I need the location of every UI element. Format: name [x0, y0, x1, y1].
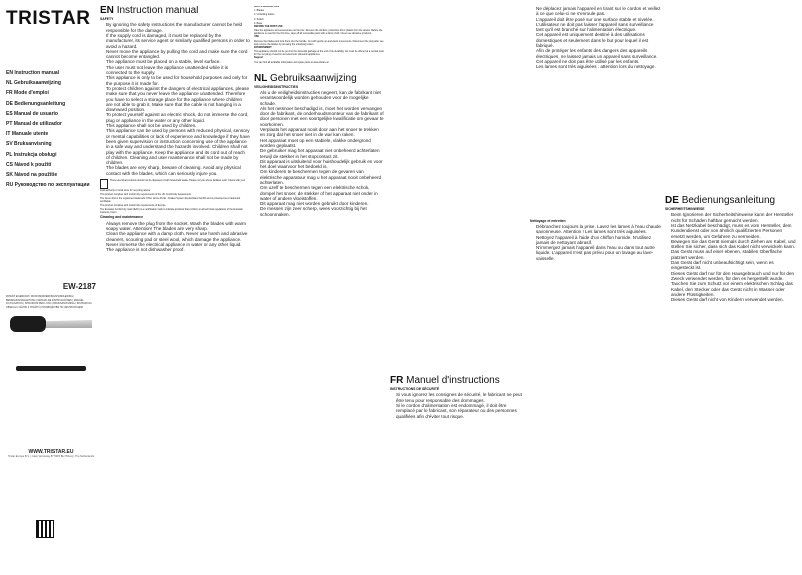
environment-heading: ENVIRONMENT — [254, 45, 272, 49]
use-text: Remove the blades and lock them into the handle. Cut with gentle up-and-down movements. Disconnect the plug after use and remove the blades by pressing the unlocking button. — [254, 39, 384, 46]
recycle-bin-icon — [100, 179, 108, 189]
note-item: This product complies with conformity requirements of the UK Conformity Assessment. — [100, 193, 192, 197]
list-item: • Les lames sont très aiguisées : attention lors du nettoyage. — [536, 64, 662, 69]
list-item: 1. Blades — [254, 9, 264, 13]
before-text: Take the appliance and accessories out the box. Remove the stickers, protective foil or plastic from the device. Before the appliance is used for the first time, wipe off all removable parts with a damp cloth. Never use abrasive products. — [254, 29, 383, 36]
address-footer: Tristar Europe B.V. | Jules Verneweg 87 5015 BH Tilburg | The Netherlands — [7, 455, 95, 459]
fr-cleaning-list — [530, 224, 662, 261]
list-item: • Never immerse the electrical appliance in water or any other liquid. The appliance is not dishwasher proof. — [106, 242, 250, 253]
list-item: • This appliance can be used by persons with reduced physical, sensory or mental capabilities or lack of experience and knowledge if they have been given supervision or instruction concerning use of the appliance in a safe way and understand the hazards involved. Children shall not play with the appliance. Keep the appliance and its cord out of reach of children. Cleaning and user maintenance shall not be made by children. — [106, 128, 250, 165]
list-item: • Dit apparaat is uitsluitend voor huishoudelijk gebruik en voor het doel waarvoor het bedoeld is. — [260, 159, 384, 170]
language-item[interactable]: SV Bruksanvisning — [6, 141, 52, 148]
list-item: • Het apparaat moet op een stabiele, vlakke ondergrond worden geplaatst. — [260, 138, 384, 149]
model-number: EW-2187 — [62, 282, 96, 292]
list-item: • L'appareil doit être posé sur une surface stable et nivelée. — [536, 17, 662, 22]
list-item: • If the supply cord is damaged, it must be replaced by the manufacturer, its service agent or similarly qualified persons in order to avoid a hazard. — [106, 33, 250, 49]
qr-code-icon — [36, 520, 54, 538]
knife-image — [10, 306, 92, 346]
list-item: • Never move the appliance by pulling the cord and make sure the cord cannot become entangled. — [106, 49, 250, 60]
language-item[interactable]: PL Instrukcja obsługi — [6, 151, 57, 158]
language-item[interactable]: FR Mode d'emploi — [6, 90, 49, 97]
fr-column — [390, 6, 525, 419]
list-item: • Afin de protéger les enfants des dangers des appareils électriques, ne laissez jamais un appareil sans surveillance. — [536, 48, 662, 59]
list-item: • Si vous ignorez les consignes de sécurité, le fabricant ne peut être tenu pour responsable des dommages. — [396, 392, 525, 403]
list-item: • Om uzelf te beschermen tegen een elektrische schok, dompel het snoer, de stekker of het apparaat niet onder in water of andere vloeistoffen. — [260, 185, 384, 201]
list-item: • The appliance must be placed on a stable, level surface. — [106, 59, 250, 64]
support-text: You can find all available information and spare parts at www.tristar.eu! — [254, 60, 329, 64]
fr-safety-heading: INSTRUCTIONS DE SÉCURITÉ — [390, 387, 440, 391]
list-item: • This appliance shall not be used by children. — [106, 123, 250, 128]
language-item[interactable]: DE Bedienungsanleitung — [6, 100, 66, 107]
en-safety-list — [100, 22, 250, 176]
language-item[interactable]: SK Návod na použitie — [6, 172, 58, 179]
en-cleaning-heading: Cleaning and maintenance — [100, 215, 143, 220]
website-link[interactable]: WWW.TRISTAR.EU — [28, 449, 74, 456]
list-item: 4. Base — [254, 21, 263, 25]
language-item[interactable]: EN Instruction manual — [6, 70, 60, 76]
fork-image — [10, 356, 92, 386]
note-item: These electrical products should not be disposed of with household waste. Please recycle where facilities exist. Check with your local authority or local store for recycling advice. — [100, 179, 246, 193]
de-safety-list — [665, 212, 797, 302]
list-item: • Verplaats het apparaat nooit door aan het snoer te trekken en zorg dat het snoer niet in de war kan raken. — [260, 127, 384, 138]
blade-shape — [46, 320, 92, 328]
list-item: • Clean the appliance with a damp cloth. Never use harsh and abrasive cleaners, scouring pad or steel wool, which damage the appliance. — [106, 231, 250, 242]
en-column — [100, 6, 250, 253]
list-item: • Bewegen Sie das Gerät niemals durch Ziehen am Kabel, und stellen Sie sicher, dass sich das Kabel nicht verwickeln kann. — [671, 239, 797, 250]
list-item: 2. Unlocking button — [254, 13, 275, 17]
list-item: • Als u de veiligheidsinstructies negeert, kan de fabrikant niet verantwoordelijk worden gehouden voor de mogelijke schade. — [260, 90, 384, 106]
use-heading: USE — [254, 35, 259, 39]
list-item: • Dieses Gerät darf nicht von Kindern verwendet werden. — [671, 297, 797, 302]
list-item: • Das Gerät darf nicht unbeaufsichtigt sein, wenn es eingesteckt ist. — [671, 260, 797, 271]
list-item: • De messen zijn zeer scherp, wees voorzichtig bij het schoonmaken. — [260, 206, 384, 217]
de-title: DE Bedienungsanleitung — [665, 195, 776, 206]
list-item: • Das Gerät muss auf einer ebenen, stabilen Oberfläche platziert werden. — [671, 249, 797, 260]
list-item: • Ne déplacez jamais l'appareil en tirant sur le cordon et veillez à ce que celui-ci ne s'enroule pas. — [536, 6, 662, 17]
list-item: • Débranchez toujours la prise. Lavez les lames à l'eau chaude savonneuse. Attention ! Les lames sont très aiguisées. — [536, 224, 662, 235]
list-item: • This appliance is only to be used for household purposes and only for the purpose it is made for. — [106, 75, 250, 86]
fr-cleaning-heading: Nettoyage et entretien — [530, 218, 566, 223]
list-item: • To protect children against the dangers of electrical appliances, please make sure that you never leave the appliance unattended. Therefore you have to select a storage place for the appliance where children are not able to grab it. Make sure that the cable is not hanging in a downward position. — [106, 86, 250, 112]
parts-nl-column — [254, 6, 384, 217]
list-item: • To protect yourself against an electric shock, do not immerse the cord, plug or appliance in the water or any other liquid. — [106, 112, 250, 123]
note-item: The Green Dot is the registered trademark of Der Grüne Punkt - Duales System Deutschland GmbH and is protected as a trademark worldwide. — [100, 197, 241, 204]
list-item: • Always remove the plug from the socket. Wash the blades with warm soapy water. Attention! The blades are very sharp. — [106, 221, 250, 232]
nl-safety-list — [254, 90, 384, 217]
list-item: • The user must not leave the appliance unattended while it is connected to the supply. — [106, 65, 250, 76]
de-safety-heading: SICHERHEITSHINWEISE — [665, 207, 705, 211]
list-item: • The blades are very sharp, beware of cleaning. Avoid any physical contact with the blades, which can seriously injure you. — [106, 165, 250, 176]
manual-list: PATENT EIGENDOM / DOOD BEWOERKINGSHANDLEIDING | BEDIENUNGSANLEITUNG | MANUAL DE INSTRUCCIONES | MANUEL D'UTILISATION | ISTRUZIONI PER L'USO | BRUKSANVISNING | INSTRUKCJA OBSŁUGI | NÁVOD K POUŽITÍ | РУКОВОДСТВО ПО ЭКСПЛУАТАЦИИ — [6, 295, 92, 309]
language-list — [6, 68, 96, 190]
fork-shape — [16, 366, 86, 371]
en-notes — [100, 179, 250, 214]
note-item: The Eurasian Conformity mark (EAC) is a certification mark to indicate products that conform to all technical regulations of the Eurasian Customs Union. — [100, 208, 243, 215]
fr-safety-list — [390, 392, 525, 418]
before-heading: BEFORE THE FIRST USE — [254, 24, 283, 28]
language-item[interactable]: RU Руководство по эксплуатации — [6, 182, 90, 189]
list-item: 3. Switch — [254, 17, 264, 21]
language-item[interactable]: PT Manual de utilizador — [6, 121, 62, 128]
en-title: EN Instruction manual — [100, 6, 199, 16]
parts-section — [254, 6, 384, 64]
handle-shape — [10, 316, 46, 332]
fr-title: FR Manuel d'instructions — [390, 375, 500, 386]
language-item[interactable]: NL Gebruiksaanwijzing — [6, 80, 61, 87]
de-column — [665, 6, 797, 302]
list-item: • Beim Ignorieren der Sicherheitshinweise kann der Hersteller nicht für Schäden haftbar gemacht werden. — [671, 212, 797, 223]
language-item[interactable]: CS Návod k použití — [6, 161, 52, 168]
fr-continued-column — [530, 6, 662, 261]
nl-title: NL Gebruiksaanwijzing — [254, 72, 357, 84]
parts-heading: PARTS DESCRIPTION — [254, 6, 279, 8]
nl-safety-heading: VEILIGHEIDSINSTRUCTIES — [254, 84, 299, 89]
cover-column — [6, 6, 96, 571]
list-item: • Dit apparaat mag niet worden gebruikt door kinderen. — [260, 201, 384, 206]
list-item: • Cet appareil est uniquement destiné à des utilisations domestiques et seulement dans le but pour lequel il est fabriqué. — [536, 32, 662, 48]
list-item: • Nettoyez l'appareil à l'aide d'un chiffon humide. N'utilisez jamais de nettoyant abrasif. — [536, 235, 662, 246]
brand-logo: TRISTAR — [6, 8, 91, 29]
list-item: • N'immergez jamais l'appareil dans l'eau ou dans tout autre liquide. L'appareil n'est pas prévu pour un lavage au lave-vaisselle. — [536, 245, 662, 261]
list-item: • De gebruiker mag het apparaat niet onbeheerd achterlaten terwijl de stekker in het stopcontact zit. — [260, 148, 384, 159]
language-item[interactable]: IT Manuale utente — [6, 131, 49, 138]
list-item: • Ist das Netzkabel beschädigt, muss es vom Hersteller, dem Kundendienst oder von ähnlich qualifizierten Personen ersetzt werden, um Gefahren zu vermeiden. — [671, 223, 797, 239]
list-item: • Cet appareil ne doit pas être utilisé par les enfants. — [536, 59, 662, 64]
fr-safety-list-continued — [530, 6, 662, 70]
en-safety-heading: SAFETY — [100, 17, 114, 21]
en-cleaning-list — [100, 221, 250, 253]
list-item: • By ignoring the safety instructions the manufacturer cannot be held responsible for the damage. — [106, 22, 250, 33]
note-item: This product complies with conformity requirements of Europe. — [100, 204, 167, 208]
list-item: • Dieses Gerät darf nur für den Hausgebrauch und nur für den Zweck verwendet werden, für den es hergestellt wurde. — [671, 271, 797, 282]
list-item: • Als het netsnoer beschadigd is, moet het worden vervangen door de fabrikant, de onderhoudsmonteur van de fabrikant of door personen met een soortgelijke kwalificatie om gevaar te voorkomen. — [260, 106, 384, 127]
support-heading: Support — [254, 56, 264, 60]
list-item: • Si le cordon d'alimentation est endommagé, il doit être remplacé par le fabricant, son réparateur ou des personnes qualifiées afin d'éviter tout risque. — [396, 403, 525, 419]
list-item: • L'utilisateur ne doit pas laisser l'appareil sans surveillance tant qu'il est branché sur l'alimentation électrique. — [536, 22, 662, 33]
environment-text: This appliance should not be put into the domestic garbage at the end of its durability, but must be offered at a central point for the recycling of electric and electronic domestic appliances. — [254, 50, 384, 57]
list-item: • Tauchen Sie zum Schutz vor einem elektrischen Schlag das Kabel, den Stecker oder das Gerät nicht in Wasser oder andere Flüssigkeiten. — [671, 281, 797, 297]
list-item: • Om kinderen te beschermen tegen de gevaren van elektrische apparatuur mag u het apparaat nooit onbeheerd achterlaten. — [260, 169, 384, 185]
language-item[interactable]: ES Manual de usuario — [6, 110, 58, 117]
